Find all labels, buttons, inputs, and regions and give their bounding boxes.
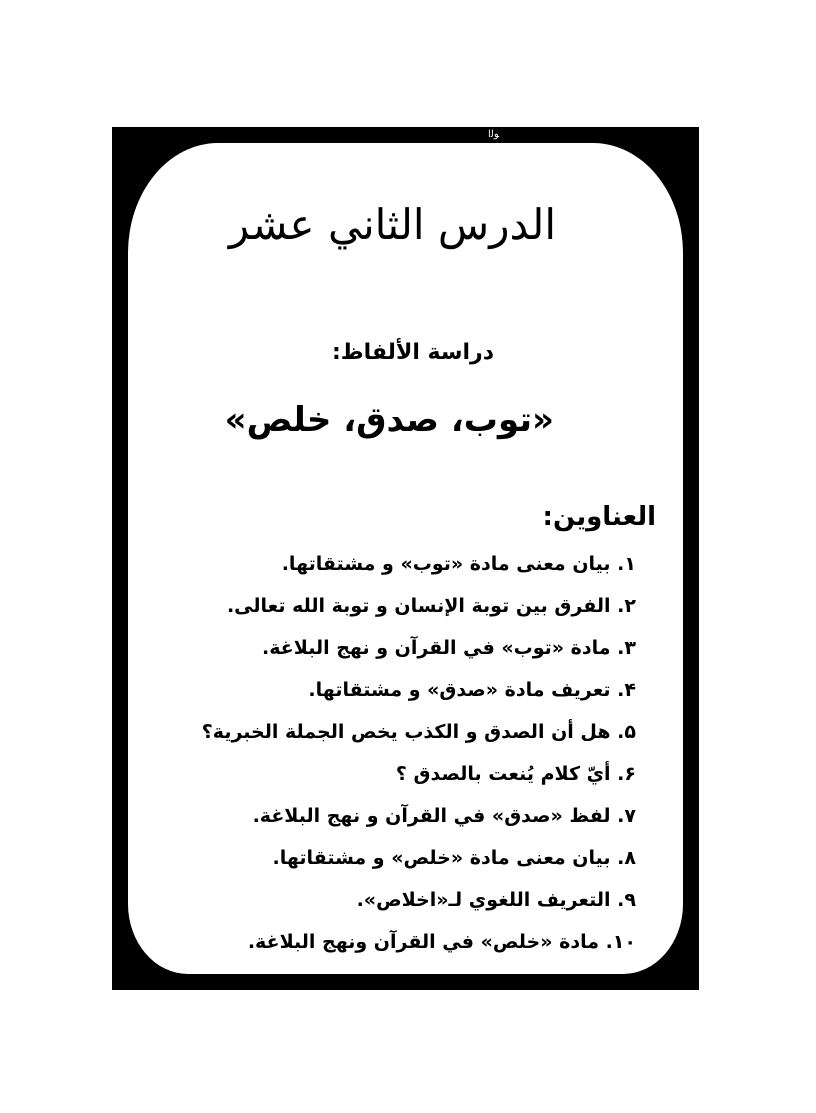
topic-item: ٨. بيان معنى مادة «خلص» و مشتقاتها. <box>272 847 636 869</box>
topic-item: ٩. التعريف اللغوي لـ«اخلاص». <box>356 889 636 911</box>
topic-item: ٧. لفظ «صدق» في القرآن و نهج البلاغة. <box>252 805 636 827</box>
topic-item: ١. بيان معنى مادة «توب» و مشتقاتها. <box>281 553 636 575</box>
section-label: دراسة الألفاظ: <box>331 340 494 365</box>
topic-item: ۴. تعريف مادة «صدق» و مشتقاتها. <box>308 679 636 701</box>
studied-words: «توب، صدق، خلص» <box>224 400 554 440</box>
topic-item: ۵. هل أن الصدق و الكذب يخص الجملة الخبرية؟ <box>201 721 636 743</box>
topic-item: ٣. مادة «توب» في القرآن و نهج البلاغة. <box>262 637 636 659</box>
topics-list <box>201 543 636 963</box>
topic-item: ٢. الفرق بين توبة الإنسان و توبة الله تعالى. <box>226 595 636 617</box>
topic-item: ۶. أيّ كلام يُنعت بالصدق ؟ <box>395 763 636 785</box>
lesson-title: الدرس الثاني عشر <box>228 200 556 249</box>
topics-heading: العناوين: <box>542 502 656 532</box>
corner-mark: ﻮﻟﺍ <box>488 129 499 140</box>
topic-item: ١٠. مادة «خلص» في القرآن ونهج البلاغة. <box>247 931 636 953</box>
